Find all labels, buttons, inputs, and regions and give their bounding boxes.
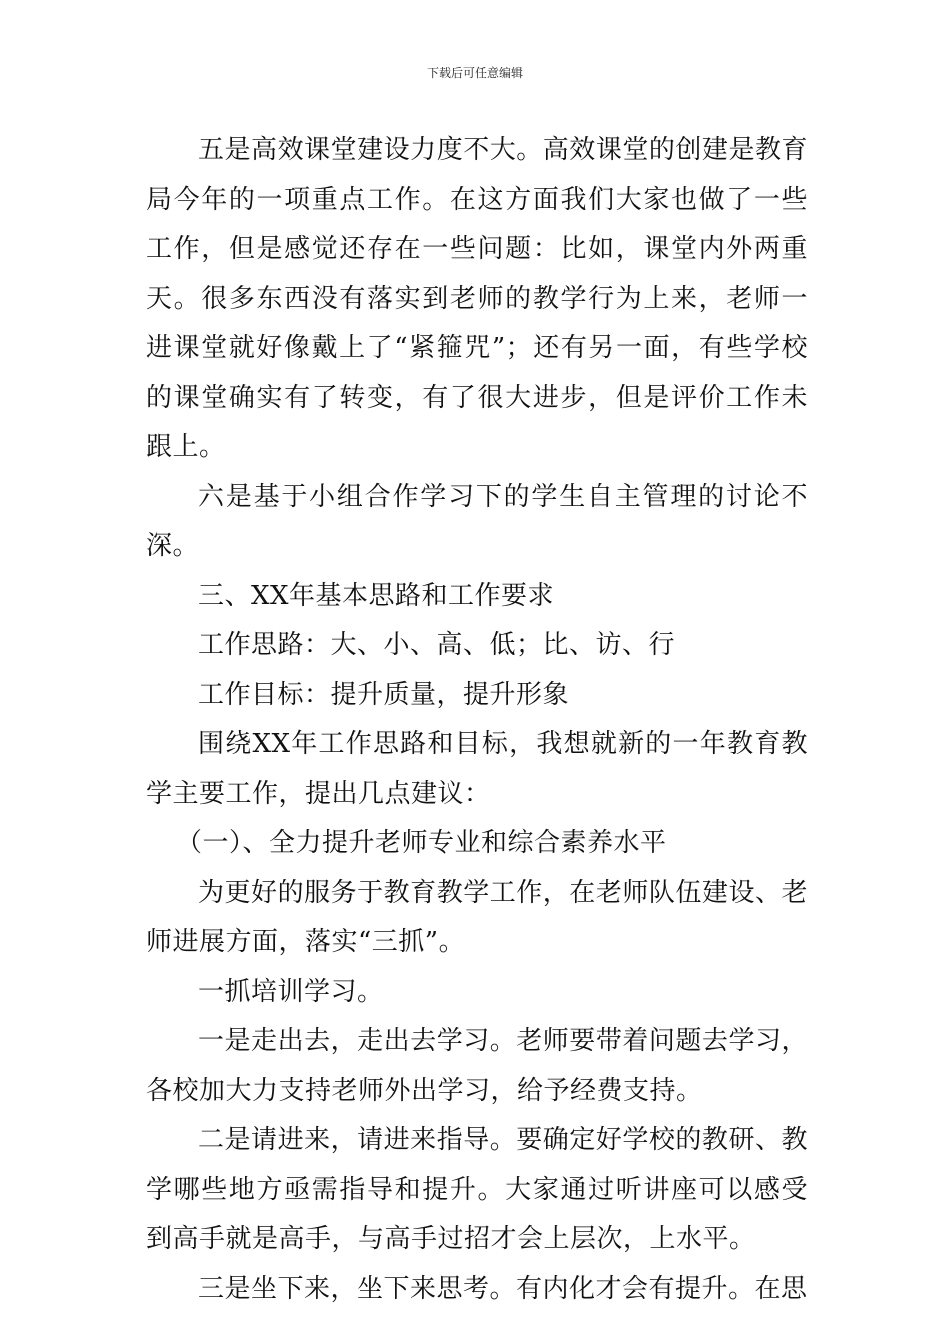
paragraph-sit-down: 三是坐下来，坐下来思考。有内化才会有提升。在思 — [198, 1273, 808, 1304]
section-heading-basic-ideas: 三、XX年基本思路和工作要求 — [198, 580, 555, 611]
document-body — [146, 126, 808, 1314]
paragraph-work-ideas: 工作思路：大、小、高、低；比、访、行 — [198, 630, 676, 660]
paragraph-invite-in: 二是请进来，请进来指导。要确定好学校的教研、教学哪些地方亟需指导和提升。大家通过听讲座可以感受到高手就是高手，与高手过招才会上层次，上水平。 — [146, 1125, 808, 1254]
paragraph-go-out: 一是走出去，走出去学习。老师要带着问题去学习，各校加大力支持老师外出学习，给予经费支持。 — [146, 1026, 808, 1106]
page-header: 下载后可任意编辑 — [426, 66, 523, 80]
paragraph-group-learning: 六是基于小组合作学习下的学生自主管理的讨论不深。 — [146, 481, 808, 561]
paragraph-training: 一抓培训学习。 — [198, 976, 384, 1007]
paragraph-efficient-classroom: 五是高效课堂建设力度不大。高效课堂的创建是教育局今年的一项重点工作。在这方面我们大家也做了一些工作，但是感觉还存在一些问题：比如，课堂内外两重天。很多东西没有落实到老师的教学行为上来，老师一进课堂就好像戴上了“紧箍咒”；还有另一面，有些学校的课堂确实有了转变，有了很大进步，但是评价工作未跟上。 — [146, 135, 808, 462]
paragraph-suggestions-intro: 围绕XX年工作思路和目标，我想就新的一年教育教学主要工作，提出几点建议： — [146, 729, 808, 809]
paragraph-three-grasps: 为更好的服务于教育教学工作，在老师队伍建设、老师进展方面，落实“三抓”。 — [146, 877, 808, 957]
paragraph-work-goals: 工作目标：提升质量，提升形象 — [198, 679, 570, 710]
subheading-teacher-quality: （一）、全力提升老师专业和综合素养水平 — [176, 828, 667, 858]
